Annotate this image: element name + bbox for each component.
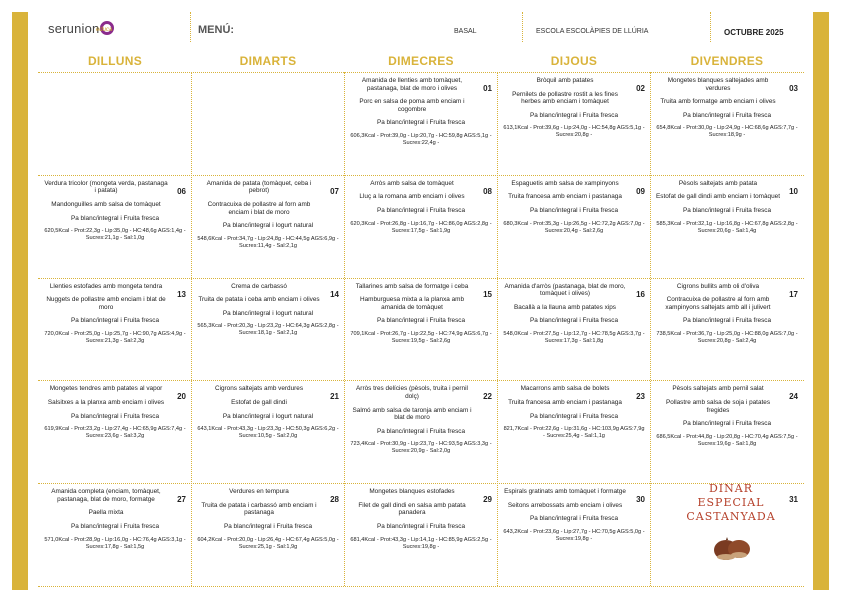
second-course: Salsitxes a la planxa amb enciam i olives [47,398,165,406]
day-cell [40,486,190,584]
second-course: Truita de patata i carbassó amb enciam i pastanaga [201,501,317,517]
day-header-monday: DILLUNS [87,54,143,68]
first-course: Cigrons bullits amb oli d'oliva [676,282,760,290]
first-course: Crema de carbassó [231,282,287,290]
row-divider [38,278,804,279]
second-course: Estofat de gall dindi amb enciam i tomàquet [656,193,780,201]
logo-text: serunion [48,20,100,36]
second-course: Pernilets de pollastre rostit a les fines herbes amb enciam i tomàquet [512,90,618,106]
first-course: Bròquil amb patates [536,77,594,84]
second-course: Contracuixa de pollastre al forn amb xampinyons saltejats amb all i julivert [665,296,771,311]
day-cell [193,383,343,481]
nutrition-info: 548,6Kcal - Prot:34,7g - Lip:24,8g - HC:44,5g AGS:6,9g - Sucres:11,4g - Sal:2,1g [197,235,339,249]
row-divider [38,175,804,176]
bread-dessert: Pa blanc/integral i Fruita fresca [70,412,160,420]
day-cell [499,75,649,173]
day-number: 03 [789,84,798,93]
row-divider [38,586,804,587]
bread-dessert: Pa blanc/integral i Fruita fresca [682,317,772,325]
bread-dessert: Pa blanc/integral i Fruita fresca [682,420,772,428]
bread-dessert: Pa blanc/integral i Fruita fresca [376,522,466,530]
first-course: Tallarines amb salsa de formatge i ceba [355,282,469,290]
second-course: Paella mixta [88,509,124,517]
day-cell [346,75,496,173]
first-course: Verdura tricolor (mongeta verda, pastanaga i patata) [44,179,168,195]
day-number: 17 [789,289,798,299]
second-course: Estofat de gall dindi [231,398,287,406]
bread-dessert: Pa blanc/integral i Fruita fresca [376,119,466,127]
bread-dessert: Pa blanc/integral i Fruita fresca [529,111,619,119]
nutrition-info: 620,5Kcal - Prot:22,3g - Lip:35,0g - HC:48,6g AGS:1,4g - Sucres:21,1g - Sal:1,0g [44,228,186,242]
day-number: 16 [636,289,645,299]
first-course: Mongetes blanques estofades [369,488,455,496]
nutrition-info: 606,3Kcal - Prot:39,0g - Lip:20,7g - HC:59,8g AGS:5,1g - Sucres:22,4g - [350,132,492,146]
nutrition-info: 619,9Kcal - Prot:23,2g - Lip:27,4g - HC:65,9g AGS:7,4g - Sucres:23,6g - Sal:3,2g [44,426,186,440]
bread-dessert: Pa blanc/integral i Fruita fresca [70,522,160,530]
bread-dessert: Pa blanc/integral i Fruita fresca [70,214,160,222]
first-course: Amanida d'arròs (pastanaga, blat de moro, tomàquet i olives) [504,282,626,298]
column-divider [191,72,192,586]
menu-title: MENÚ: [198,24,235,36]
column-divider [650,72,651,586]
diet-type: BASAL [454,28,477,35]
bread-dessert: Pa blanc/integral i Fruita fresca [529,515,619,523]
day-number: 27 [177,495,186,505]
second-course: Porc en salsa de poma amb enciam i cogombre [359,98,465,113]
header-divider [710,12,711,42]
bread-dessert: Pa blanc/integral i Iogurt natural [222,412,314,420]
day-cell [193,178,343,276]
day-number: 24 [789,392,798,402]
bread-dessert: Pa blanc/integral i Iogurt natural [222,309,314,317]
nutrition-info: 686,5Kcal - Prot:44,8g - Lip:20,8g - HC:70,4g AGS:7,5g - Sucres:19,6g - Sal:1,8g [656,433,798,447]
second-course: Filet de gall dindi en salsa amb patata panadera [358,501,466,517]
nutrition-info: 585,3Kcal - Prot:32,1g - Lip:16,8g - HC:67,8g AGS:2,8g - Sucres:20,6g - Sal:1,4g [656,220,798,234]
nutrition-info: 680,3Kcal - Prot:35,3g - Lip:26,5g - HC:72,2g AGS:7,0g - Sucres:20,4g - Sal:2,6g [503,220,645,234]
day-number: 23 [636,392,645,402]
row-divider [38,72,804,73]
day-cell [346,281,496,379]
bread-dessert: Pa blanc/integral i Fruita fresca [376,317,466,325]
menu-header [38,10,804,44]
second-course: Seitons arrebossats amb enciam i olives [507,501,623,509]
day-cell [346,486,496,584]
row-divider [38,380,804,381]
first-course: Pèsols saltejats amb pernil salat [672,385,764,393]
second-course: Lluç a la romana amb enciam i olives [359,193,465,201]
nutrition-info: 620,3Kcal - Prot:26,8g - Lip:16,7g - HC:86,0g AGS:2,8g - Sucres:17,5g - Sal:1,9g [350,220,492,234]
first-course: Espirals gratinats amb tomàquet i formatge [504,488,626,496]
nutrition-info: 613,1Kcal - Prot:39,6g - Lip:24,0g - HC:54,8g AGS:5,1g - Sucres:20,8g - [503,125,645,139]
nutrition-info: 709,1Kcal - Prot:26,7g - Lip:22,5g - HC:74,9g AGS:6,7g - Sucres:19,5g - Sal:2,6g [350,330,492,344]
second-course: Pollastre amb salsa de soja i patates fregides [665,398,771,414]
second-course: Mandonguilles amb salsa de tomàquet [51,200,161,208]
special-lunch-label [676,482,786,524]
day-header-thursday: DIJOUS [550,54,598,68]
month-label: OCTUBRE 2025 [724,28,784,37]
first-course: Macarrons amb salsa de bolets [520,385,610,393]
bread-dessert: Pa blanc/integral i Fruita fresca [529,412,619,420]
second-course: Hamburguesa mixta a la planxa amb amanida de tomàquet [359,296,465,311]
day-cell [40,178,190,276]
first-course: Amanida completa (enciam, tomàquet, pastanaga, blat de moro, formatge [51,488,161,503]
day-number: 15 [483,289,492,299]
second-course: Truita francesa amb enciam i pastanaga [508,193,622,201]
bread-dessert: Pa blanc/integral i Fruita fresca [223,522,313,530]
day-cell [652,281,802,379]
nutrition-info: 720,0Kcal - Prot:25,0g - Lip:25,7g - HC:90,7g AGS:4,9g - Sucres:21,3g - Sal:2,3g [44,330,186,344]
day-number: 06 [177,186,186,196]
bread-dessert: Pa blanc/integral i Fruita fresca [376,427,466,435]
left-accent-bar [12,12,28,590]
day-number: 10 [789,186,798,196]
nutrition-info: 571,0Kcal - Prot:28,9g - Lip:16,0g - HC:76,4g AGS:3,1g - Sucres:17,8g - Sal:1,5g [44,536,186,550]
day-number: 02 [636,84,645,93]
first-course: Arròs tres delícies (pèsols, truita i pernil dolç) [356,385,468,400]
day-cell [346,178,496,276]
weekday-headers [38,54,804,72]
day-number: 01 [483,84,492,93]
bread-dessert: Pa blanc/integral i Fruita fresca [682,206,772,214]
nutrition-info: 821,7Kcal - Prot:22,6g - Lip:31,6g - HC:103,9g AGS:7,9g - Sucres:25,4g - Sal:1,1g [503,426,645,440]
bread-dessert: Pa blanc/integral i Iogurt natural [222,222,314,230]
day-number: 07 [330,186,339,196]
nutrition-info: 643,2Kcal - Prot:23,6g - Lip:27,7g - HC:70,5g AGS:5,0g - Sucres:19,8g - [503,528,645,542]
day-number: 22 [483,392,492,402]
second-course: Truita de patata i ceba amb enciam i olives [198,296,320,304]
column-divider [497,72,498,586]
logo-subtitle: educa [96,27,113,33]
second-course: Truita francesa amb enciam i pastanaga [508,398,622,406]
second-course: Truita amb formatge amb enciam i olives [660,98,776,106]
nutrition-info: 681,4Kcal - Prot:43,3g - Lip:14,1g - HC:85,9g AGS:2,5g - Sucres:19,8g - [350,536,492,550]
day-number: 31 [789,495,798,505]
first-course: Llenties estofades amb mongeta tendra [49,282,163,290]
bread-dessert: Pa blanc/integral i Fruita fresca [376,206,466,214]
nutrition-info: 565,3Kcal - Prot:20,3g - Lip:23,2g - HC:64,3g AGS:2,8g - Sucres:18,1g - Sal:2,1g [197,323,339,337]
school-name: ESCOLA ESCOLÀPIES DE LLÚRIA [536,28,649,35]
second-course: Nuggets de pollastre amb enciam i blat de moro [46,296,166,311]
day-number: 28 [330,495,339,505]
day-cell [499,486,649,584]
first-course: Mongetes blanques saltejades amb verdures [667,77,769,92]
day-cell [499,383,649,481]
day-cell [652,178,802,276]
first-course: Arròs amb salsa de tomàquet [370,179,454,187]
day-number: 13 [177,289,186,299]
day-cell [346,383,496,481]
day-cell [652,383,802,481]
special-lunch-text: DINAR ESPECIAL CASTANYADA [686,482,776,523]
nutrition-info: 738,5Kcal - Prot:36,7g - Lip:25,0g - HC:88,0g AGS:7,0g - Sucres:20,8g - Sal:2,4g [656,330,798,344]
first-course: Mongetes tendres amb patates al vapor [49,385,163,393]
second-course: Contracuixa de pollastre al forn amb enciam i blat de moro [207,200,311,216]
second-course: Salmó amb salsa de taronja amb enciam i blat de moro [352,406,472,422]
nutrition-info: 604,2Kcal - Prot:20,0g - Lip:26,4g - HC:67,4g AGS:5,0g - Sucres:25,1g - Sal:1,9g [197,536,339,550]
nutrition-info: 643,1Kcal - Prot:43,3g - Lip:23,3g - HC:50,3g AGS:6,2g - Sucres:10,5g - Sal:2,0g [197,426,339,440]
day-number: 20 [177,392,186,402]
day-header-friday: DIVENDRES [690,54,764,68]
chestnut-icon [712,534,752,562]
day-cell [193,486,343,584]
right-accent-bar [813,12,829,590]
second-course: Bacallà a la llauna amb patates xips [514,303,616,311]
day-number: 21 [330,392,339,402]
day-number: 30 [636,495,645,505]
first-course: Amanida de patata (tomàquet, ceba i pebrot) [206,179,312,195]
day-header-wednesday: DIMECRES [388,54,454,68]
first-course: Espaguetis amb salsa de xampinyons [511,179,619,187]
day-header-tuesday: DIMARTS [239,54,297,68]
day-number: 14 [330,289,339,299]
day-cell [499,178,649,276]
header-divider [522,12,523,42]
day-cell [499,281,649,379]
bread-dessert: Pa blanc/integral i Fruita fresca [70,317,160,325]
day-cell [40,383,190,481]
day-cell [652,75,802,173]
day-number: 08 [483,186,492,196]
bread-dessert: Pa blanc/integral i Fruita fresca [682,111,772,119]
first-course: Pèsols saltejats amb patata [678,179,758,187]
nutrition-info: 723,4Kcal - Prot:30,9g - Lip:23,7g - HC:93,5g AGS:3,3g - Sucres:20,9g - Sal:2,0g [350,441,492,455]
day-number: 29 [483,495,492,505]
first-course: Cigrons saltejats amb verdures [214,385,304,393]
first-course: Amanida de llenties amb tomàquet, pastanaga, blat de moro i olives [361,77,463,92]
day-cell [40,281,190,379]
nutrition-info: 548,0Kcal - Prot:27,5g - Lip:12,7g - HC:78,5g AGS:3,7g - Sucres:17,3g - Sal:1,8g [503,330,645,344]
column-divider [344,72,345,586]
bread-dessert: Pa blanc/integral i Fruita fresca [529,206,619,214]
header-divider [190,12,191,42]
day-number: 09 [636,186,645,196]
bread-dessert: Pa blanc/integral i Fruita fresca [529,317,619,325]
day-cell [193,281,343,379]
first-course: Verdures en tempura [229,488,289,496]
nutrition-info: 654,8Kcal - Prot:30,0g - Lip:24,9g - HC:68,6g AGS:7,7g - Sucres:18,9g - [656,125,798,139]
